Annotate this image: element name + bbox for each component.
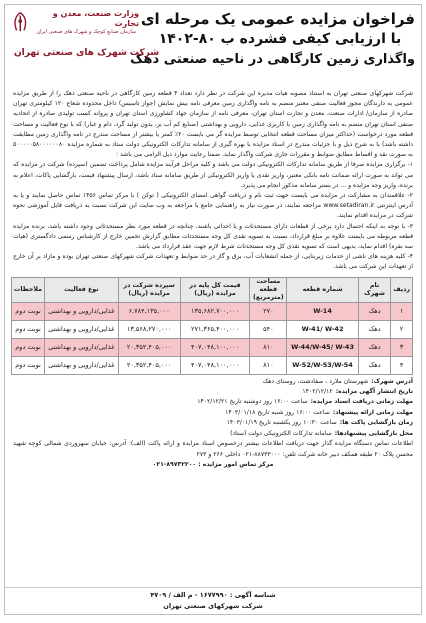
address-row [13,377,413,387]
table-row [12,320,413,338]
ministry-subtitle: سازمان صنایع کوچک و شهرک های صنعتی ایران [36,29,137,35]
detail-value: ساعت ۱۶:۰۰ روز شنبه تاریخ ۱۴۰۳/۰۱/۱۸ [225,408,330,416]
table-row [12,302,413,320]
detail-label: مهلت زمانی دریافت اسناد مزایده: [310,398,413,406]
table-header-row [12,277,413,302]
notice-page [4,4,422,615]
title-block [130,9,415,71]
cell-plot-no: W-44/W-45/ W-43 [287,338,359,356]
cell-town: دهک [358,302,390,320]
cell-activity: غذایی/دارویی و بهداشتی [45,302,119,320]
detail-value: ساعت ۱۰:۳۰ روز یکشنبه تاریخ ۱۴۰۳/۰۱/۱۹ [226,419,337,427]
cell-remarks: نوبت دوم [12,320,45,338]
cell-deposit: ۱۳,۵۶۸,۲۷۰,۰۰۰ [118,320,180,338]
title-line-2: با ارزیابی کیفی فشرده ب ۸۰-۱۴۰۲ [158,31,402,47]
cell-area: ۵۴۰ [250,320,287,338]
footer [5,587,421,614]
ministry-logo [11,9,139,35]
condition-2: ۲- علاقمندان به مشارکت در مزایده می بایست جهت ثبت نام و دریافت گواهی امضای الکترونیکی ( توکن ) با مرکز تماس ۱۴۵۶ تماس حاصل نمایند و یا به آدرس اینترنتی www.setadiran.ir مراجعه نمایند، در صورت نیاز به راهنمایی جامع با مراجعه به وب سایت این شرکت نسبت به دریافت فایل آموزشی نحوه شرکت در مزایده اقدام نمایند. [13,192,413,220]
address-label: آدرس شهرک: [371,377,413,385]
condition-4: ۴- کلیه هزینه های ناشی از خدمات زیربنایی، از جمله انشعابات آب، برق و گاز در حد ضوابط و تعهدات شرکت شهرکهای صنعتی تهران بوده و مازاد بر آن خارج از تعهدات این شرکت می باشد. [13,253,413,271]
header-cell-town: نام شهرک [358,277,390,302]
cell-plot-no: W-41/ W-42 [287,320,359,338]
header-cell-row-no: ردیف [391,277,413,302]
cell-deposit: ۲۰,۳۵۲,۴۰۵,۰۰۰ [118,338,180,356]
title-line-3: واگذاری زمین کارگاهی در ناحیه صنعتی دهک [130,52,415,67]
ministry-emblem-icon [11,11,30,33]
cell-deposit: ۲۰,۳۵۲,۴۰۵,۰۰۰ [118,356,180,374]
cell-row-no: ۳ [391,338,413,356]
cell-plot-no: W-14 [287,302,359,320]
notice-id: شناسه آگهی : ۱۶۷۷۹۹۰ - م الف / ۴۷۰۹ [150,591,276,599]
header-cell-deposit: سپرده شرکت در مزایده (ریال) [118,277,180,302]
detail-value: ۱۴۰۲/۱۲/۱۲ [302,388,333,396]
auction-details [5,375,421,471]
cell-row-no: ۱ [391,302,413,320]
cell-area: ۲۷۰ [250,302,287,320]
company-logo [11,41,160,65]
cell-remarks: نوبت دوم [12,356,45,374]
detail-label: محل بازگشایی پیشنهادها: [334,429,413,437]
detail-value: سامانه تدارکات الکترونیکی دولت (ستاد) [230,429,332,437]
cell-activity: غذایی/دارویی و بهداشتی [45,338,119,356]
footer-company: شرکت شهرکهای صنعتی تهران [163,602,263,610]
detail-row [13,408,413,418]
cell-area: ۸۱۰ [250,356,287,374]
detail-row [13,418,413,428]
contact-info: اطلاعات تماس دستگاه مزایده گذار جهت دریافت اطلاعات بیشتر درخصوص اسناد مزایده و ارائه پاکت (الف): آدرس: خیابان سهروردی شمالی کوچه شهید محسن پلاک ۲۰ طبقه همکف دبیر خانه شرکت تلفن: ۸۸۷۳۳۰۰۰-۰۲۱ داخلی ۲۶۶ و ۲۷۳ [13,440,413,458]
cell-town: دهک [358,320,390,338]
condition-1: ۱- برگزاری مزایده صرفا از طریق سامانه تدارکات الکترونیکی دولت می باشد و کلیه مراحل فرآیند مزایده شامل پرداخت تضمین (سپرده) شرکت در مزایده که می تواند به صورت ارائه ضمانت نامه بانکی معتبر، واریز نقدی یا واریز الکترونیکی از طریق سامانه ستاد باشد، ارسال پیشنهاد قیمت، بارگشایی پاکات، اعلام به برنده، واریز وجه مزایده و ... در بستر سامانه مذکور انجام می پذیرد. [13,161,413,189]
cell-row-no: ۴ [391,356,413,374]
header-cell-plot-no: شماره قطعه [287,277,359,302]
table-row [12,338,413,356]
cell-base-price: ۴۰۷,۰۴۸,۱۰۰,۰۰۰ [180,338,250,356]
header-cell-activity: نوع فعالیت [45,277,119,302]
header [5,5,421,89]
call-center: مرکز تماس امور مزایده : ۸۹۷۳۲۲۰۰-۰۲۱ [152,460,274,468]
plots-table [11,277,413,375]
detail-row [13,387,413,397]
detail-label: تاریخ انتشار آگهی مزایده: [335,388,413,396]
notice-body [5,89,421,273]
cell-base-price: ۱۳۵,۶۸۲,۷۰۰,۰۰۰ [180,302,250,320]
header-cell-base-price: قیمت کل پایه در مزایده (ریال) [180,277,250,302]
cell-deposit: ۶,۷۸۴,۱۳۵,۰۰۰ [118,302,180,320]
header-cell-area: مساحت قطعه (مترمربع) [250,277,287,302]
detail-label: مهلت زمانی ارائه پیشنهاد: [332,408,413,416]
condition-3: ۳- با توجه به اینکه احتمال دارد برخی از قطعات دارای مستحدثات و یا احداثی باشند، چنانچه در قطعه مورد نظر مستحدثاتی وجود داشته باشد، برنده مزایده قطعه مربوطه می بایست علاوه بر مبلغ قرارداد، نسبت به تسویه نقدی کل وجه مستحدثات مطابق گزارش تخمین خارج از کارشناس رسمی دادگستری (هیات سه نفره) اقدام نماید، بدیهی است که تسویه نقدی کل وجه مستحدثات شرط لازم جهت عقد قرارداد می باشد. [13,222,413,251]
cell-base-price: ۲۷۱,۳۶۵,۴۰۰,۰۰۰ [180,320,250,338]
cell-town: دهک [358,356,390,374]
title-line-1: فراخوان مزایده عمومی یک مرحله ای [140,10,415,28]
detail-value: ساعت ۱۶:۰۰ روز دوشنبه تاریخ ۱۴۰۲/۱۲/۲۱ [197,398,308,406]
detail-row [13,397,413,407]
cell-remarks: نوبت دوم [12,302,45,320]
cell-remarks: نوبت دوم [12,338,45,356]
ministry-name: وزارت صنعت، معدن و تجارت [52,9,139,28]
intro-paragraph: شرکت شهرکهای صنعتی تهران به استناد مصوبه هیات مدیره این شرکت در نظر دارد تعداد ۴ قطعه زمین کارگاهی در ناحیه صنعتی دهک را از طریق مزایده عمومی به دارندگان مجوز فعالیت صنفی معتبر منضم به نامه واگذاری زمین معرفی نامه بیش نمایش (جواز تاسیس) داخل محدوده شعاع ۱۲۰ کیلومتری تهران صادره از سازمان/ ادارات صنعت، معدن و تجارت استان تهران، معرفی نامه از سازمان جهاد کشاورزی استان تهران و پروانه کسب تولیدی صادره از اتحادیه صنفی استان تهران منضم به نامه واگذاری زمین با کاربری غذایی، دارویی و بهداشتی (صنایع کم آب بر، بدون تولید گرد، دام و غبار) که با نوع فعالیت و مساحت قطعه مورد درخواست (حداکثر میزان مساحت قطعه انتخابی توسط مزایده گر می بایست ۲۰٪ کمتر یا بیشتر از مساحت مندرج در نامه واگذاری زمین مطابقت داشته باشد) با به شرح ذیل و با جزئیات مندرج در اسناد مزایده با بهره گیری از سامانه تدارکات الکترونیکی دولت ستاد به شماره مزایده ۵۰۰۰۰۰۵۸۰۰۰۰۰۰۸۰ به صورت نقد و اقساط مطابق ضوابط و مقررات جاری شرکت واگذار نماید. ضمنا رعایت موارد ذیل الزامی می باشد : [13,90,413,159]
address-value: شهرستان ملارد ، صفادشت، روستای دهک [262,377,369,385]
table-row [12,356,413,374]
cell-row-no: ۲ [391,320,413,338]
cell-area: ۸۱۰ [250,338,287,356]
detail-row [13,429,413,439]
cell-town: دهک [358,338,390,356]
cell-base-price: ۴۰۷,۰۴۸,۱۰۰,۰۰۰ [180,356,250,374]
logo-block [11,9,160,65]
header-cell-remarks: ملاحظات [12,277,45,302]
cell-activity: غذایی/دارویی و بهداشتی [45,320,119,338]
company-name: شرکت شهرک های صنعتی تهران [14,48,160,58]
cell-activity: غذایی/دارویی و بهداشتی [45,356,119,374]
cell-plot-no: W-52/W-53/W-54 [287,356,359,374]
detail-label: زمان بازگشایی پاکت ها: [339,419,413,427]
